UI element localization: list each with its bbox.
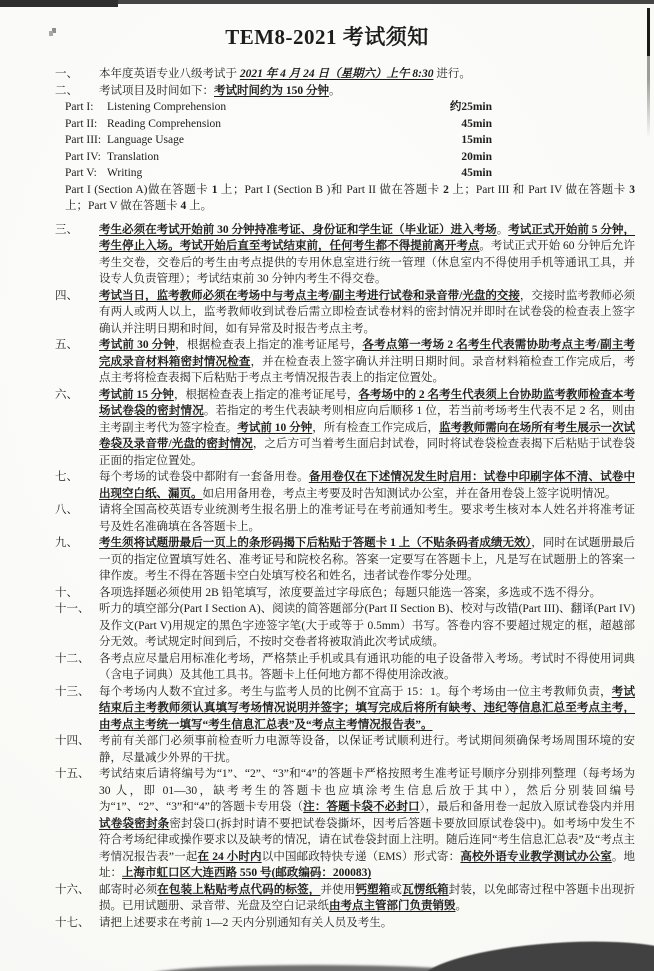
item-text: [65, 83, 635, 215]
part-label: Part III:: [65, 134, 102, 146]
text-segment: 并使用: [320, 883, 356, 896]
text-segment: 考生须将试题册最后一页上的条形码揭下后粘贴于答题卡 1 上（不贴条码者成绩无效）: [99, 537, 532, 549]
part-name: Language Usage: [107, 134, 184, 146]
notice-item: [55, 288, 635, 338]
notice-item: [55, 83, 635, 215]
part-label: Part V:: [65, 167, 97, 179]
item-text: [99, 733, 635, 766]
item-number: 十六、: [55, 883, 90, 896]
parts-note: [65, 182, 635, 215]
scan-top-left-edge-artifact: [0, 0, 118, 7]
text-segment: 钙塑箱: [355, 883, 391, 896]
notice-list: [0, 51, 654, 931]
notice-item: [55, 585, 635, 602]
text-segment: 4: [180, 200, 187, 212]
text-segment: 。若指定的考生代表缺考则相应向后顺移 1 位，若当前考场考生代表不足 2 名，则由主考副主考代为签字检查。: [99, 405, 635, 434]
text-segment: 2: [443, 183, 449, 196]
text-segment: 上；Part V 做在答题卡: [65, 200, 181, 212]
text-segment: 监考教师需向在场所有考生展示一次试卷袋及录音带/光盘的密封情况: [99, 421, 636, 450]
part-name: Reading Comprehension: [107, 117, 222, 130]
text-segment: ，根据检查表上指定的准考证尾号，: [175, 339, 363, 351]
text-segment: 以中国邮政特快专递（EMS）形式寄：: [261, 850, 461, 863]
part-label: Part IV:: [65, 150, 101, 163]
item-number: 八、: [55, 504, 78, 516]
part-name: Translation: [107, 150, 159, 163]
scan-bottom-shadow-right: [418, 934, 654, 971]
item-number: 十一、: [55, 603, 90, 615]
text-segment: 上；Part I (Section B )和 Part II 做在答题卡: [217, 183, 444, 196]
text-segment: 或: [390, 883, 403, 896]
text-segment: 本年度英语专业八级考试于: [99, 68, 240, 80]
item-text: [99, 684, 635, 734]
parts-table: [65, 99, 492, 182]
document-title: TEM8-2021 考试须知: [225, 25, 429, 49]
text-segment: 考试项目及时间如下：: [99, 84, 214, 97]
notice-item: [55, 387, 635, 470]
item-number: 十四、: [55, 735, 90, 747]
notice-item: [55, 601, 635, 651]
notice-item: [55, 502, 635, 535]
text-segment: 考试结束后请将编号为“1”、“2”、“3”和“4”的答题卡严格按照考生准考证号顺序分别排列整理（每考场为 30 人，即 01—30，缺考考生的答题卡也应填涂考生信息后放于其中），然后分别装回编号为“1”、“2”、“3”和“4”的答题卡专用袋（: [99, 768, 635, 813]
text-segment: 。地址：: [99, 850, 636, 879]
notice-item: [55, 469, 635, 502]
text-segment: 在包装上粘贴考点代码的标签，: [157, 883, 321, 896]
text-segment: 每个考场的试卷袋中都附有一套备用卷。: [99, 471, 309, 483]
part-row: [65, 116, 492, 133]
text-segment: 注：答题卡袋不必封口: [303, 801, 420, 813]
text-segment: 3: [629, 183, 635, 196]
text-segment: 考试正式开始前 5 分钟，考生停止入场。考试开始后直至考试结束前，任何考生都不得提前离开考点: [99, 223, 636, 252]
item-number: 五、: [55, 339, 78, 351]
text-segment: 高校外语专业教学测试办公室: [460, 850, 612, 863]
item-number: 十、: [55, 586, 78, 599]
notice-item: [55, 684, 635, 734]
part-duration: 约25min: [449, 101, 492, 113]
notice-item: [55, 66, 635, 83]
text-segment: 请将全国高校英语专业统测考生报名册上的准考证号在考前通知考生。要求考生核对本人姓名并将准考证号及姓名准确填在各答题卡上。: [99, 504, 635, 533]
part-duration: 45min: [461, 117, 492, 130]
item-number: 一、: [55, 68, 78, 80]
text-segment: ），最后和备用卷一起放入原试卷袋内并用: [419, 801, 636, 813]
part-duration: 45min: [461, 167, 492, 179]
item-number: 十五、: [55, 768, 90, 780]
item-text: [99, 585, 635, 602]
text-segment: Part I (Section A)做在答题卡: [65, 183, 212, 196]
text-segment: 如启用备用卷，考点主考要及时告知测试办公室，并在备用卷袋上签字说明情况。: [202, 487, 617, 500]
text-segment: 各考场中的 2 名考生代表须上台协助监考教师检查本考场试卷袋的密封情况: [99, 388, 636, 417]
notice-item: [55, 337, 635, 387]
notice-item: [55, 651, 635, 684]
scan-speck-artifact: [49, 31, 53, 36]
item-number: 十三、: [55, 685, 90, 698]
part-row: [65, 165, 492, 182]
text-segment: 考生必须在考试开始前 30 分钟持准考证、身份证和学生证（毕业证）进入考场: [99, 223, 497, 236]
notice-item: [55, 915, 635, 932]
text-segment: 考试结束后主考教师须认真填写考场情况说明并签字；填写完成后将所有缺考、违纪等信息汇总至考点主考，由考点主考统一填写“考生信息汇总表”及“考点主考情况报告表”。: [99, 685, 635, 731]
item-number: 二、: [55, 84, 78, 97]
text-segment: 考试前 10 分钟: [237, 421, 313, 434]
part-label: Part I:: [65, 101, 94, 113]
text-segment: 由考点主管部门负责销毁: [329, 900, 456, 912]
text-segment: 封装，以免邮寄过程中答题卡出现折损。已用试题册、录音带、光盘及空白记录纸: [99, 883, 636, 912]
text-segment: 。: [496, 223, 509, 236]
text-segment: 听力的填空部分(Part I Section A)、阅读的简答题部分(Part II Section B)、校对与改错(Part III)、翻译(Part IV)及作文(Part V)用规定的黑色字迹签字笔(大于或等于 0.5mm）书写。答卷内容不要超过规定的框，超越部分无效。考试规定时间到后，不按时交卷者将被取消此次考试成绩。: [99, 603, 635, 648]
part-row: [65, 149, 492, 166]
text-segment: 。: [329, 84, 341, 97]
part-name: Writing: [107, 167, 143, 179]
item-text: [99, 288, 635, 338]
part-name: Listening Comprehension: [107, 101, 227, 113]
text-segment: 上。: [186, 200, 213, 212]
item-text: [99, 337, 635, 387]
text-segment: 进行。: [433, 68, 471, 80]
item-text: [99, 882, 635, 915]
text-segment: 各项选择题必须使用 2B 铅笔填写，浓度要盖过字母底色；每题只能选一答案，多选或不选不得分。: [99, 586, 602, 599]
item-number: 四、: [55, 289, 78, 302]
notice-item: [55, 882, 635, 915]
item-number: 十七、: [55, 916, 90, 929]
item-number: 十二、: [55, 652, 90, 665]
text-segment: 试卷袋密封条: [99, 817, 170, 830]
text-segment: 考试前 15 分钟: [99, 388, 174, 401]
text-segment: ，之后方可当着考生面启封试卷，同时将试卷袋检查表揭下后粘贴于试卷袋正面的指定位置处。: [99, 438, 635, 467]
text-segment: 1: [211, 183, 218, 196]
text-segment: 考试当日，监考教师必须在考场中与考点主考/副主考进行试卷和录音带/光盘的交接: [99, 289, 520, 302]
item-text: [99, 502, 635, 535]
text-segment: 2021 年 4 月 24 日（星期六）上午 8:30: [239, 68, 434, 80]
notice-item: [55, 766, 635, 882]
text-segment: ，根据检查表上指定的准考证尾号，: [173, 388, 359, 401]
item-text: [99, 66, 635, 83]
item-number: 六、: [55, 388, 78, 401]
text-segment: 上；Part III 和 Part IV 做在答题卡: [448, 183, 630, 196]
text-segment: 密封袋口(拆封时请不要把试卷袋撕坏，因考后答题卡要放回原试卷袋中)。如考场中发生不符合考场纪律或操作要求以及缺考的情况，请在试卷袋封面上注明。随后连同“考生信息汇总表”及“考点主考情况报告表”一起: [99, 817, 636, 863]
item-text: [99, 387, 635, 470]
text-segment: 上海市虹口区大连西路 550 号(邮政编码：200083): [122, 867, 372, 879]
notice-item: [55, 535, 635, 585]
part-duration: 20min: [461, 150, 492, 163]
part-duration: 15min: [461, 134, 492, 146]
text-segment: 瓦愣纸箱: [402, 883, 449, 896]
item-number: 九、: [55, 537, 78, 549]
notice-item: [55, 222, 635, 288]
text-segment: 每个考场内人数不宜过多。考生与监考人员的比例不宜高于 15：1。每个考场由一位主考教师负责，: [99, 685, 612, 698]
text-segment: 。考试正式开始 60 分钟后允许考生交卷，交卷后的考生由考点提供的专用休息室进行统一管理（休息室内不得使用手机等通讯工具，并设专人负责管理）；考试结束前 30 分钟内考生不得交卷。: [99, 240, 636, 285]
item-number: 三、: [55, 223, 78, 236]
notice-item: [55, 733, 635, 766]
text-segment: ，并在检查表上签字确认并注明日期时间。录音材料箱检查工作完成后，考点主考将检查表揭下后粘贴于考点主考情况报告表上的指定位置处。: [99, 355, 636, 384]
text-segment: ，所有检查工作完成后，: [312, 421, 440, 434]
scan-right-edge-artifact: [647, 8, 650, 138]
item-text: [99, 601, 635, 651]
item-number: 七、: [55, 471, 78, 483]
text-segment: 备用卷仅在下述情况发生时启用：试卷中印刷字体不清、试卷中出现空白纸、漏页。: [99, 471, 636, 500]
item-text: [99, 651, 635, 684]
text-segment: 邮寄时必须: [99, 883, 158, 896]
item-text: [99, 766, 635, 882]
item-text: [99, 222, 635, 288]
text-segment: 。: [455, 900, 467, 912]
item-text: [99, 535, 635, 585]
part-row: [65, 99, 492, 116]
text-segment: 考前有关部门必须事前检查听力电源等设备，以保证考试顺利进行。考试期间须确保考场周围环境的安静，尽量减少外界的干扰。: [99, 735, 635, 764]
part-row: [65, 132, 492, 149]
text-segment: 考试前 30 分钟: [99, 339, 176, 351]
item-text: [99, 915, 635, 932]
text-segment: 考试时间约为 150 分钟: [214, 84, 329, 97]
text-segment: ，交接时监考教师必须有两人或两人以上，监考教师收到试卷后需立即检查试卷材料的密封情况并即时在试卷袋的检查表上签字确认并注明日期和时间，如有异常及时报告考点主考。: [99, 289, 636, 335]
text-segment: ，同时在试题册最后一页的指定位置填写姓名、准考证号和院校名称。答案一定要写在答题卡上，凡是写在试题册上的答案一律作废。考生不得在答题卡空白处填写校名和姓名，违者试卷作零分处理。: [99, 537, 636, 582]
text-segment: 请把上述要求在考前 1—2 天内分别通知有关人员及考生。: [99, 916, 393, 929]
item-text: [99, 469, 635, 502]
text-segment: 在 24 小时内: [197, 850, 262, 863]
text-segment: 各考点应尽量启用标准化考场，严格禁止手机或具有通讯功能的电子设备带入考场。考试时不得使用词典（含电子词典）及其他工具书。答题卡上任何地方都不得使用涂改液。: [99, 652, 635, 681]
part-label: Part II:: [65, 117, 98, 130]
text-segment: 各考点第一考场 2 名考生代表需协助考点主考/副主考完成录音材料箱密封情况检查: [99, 339, 635, 368]
